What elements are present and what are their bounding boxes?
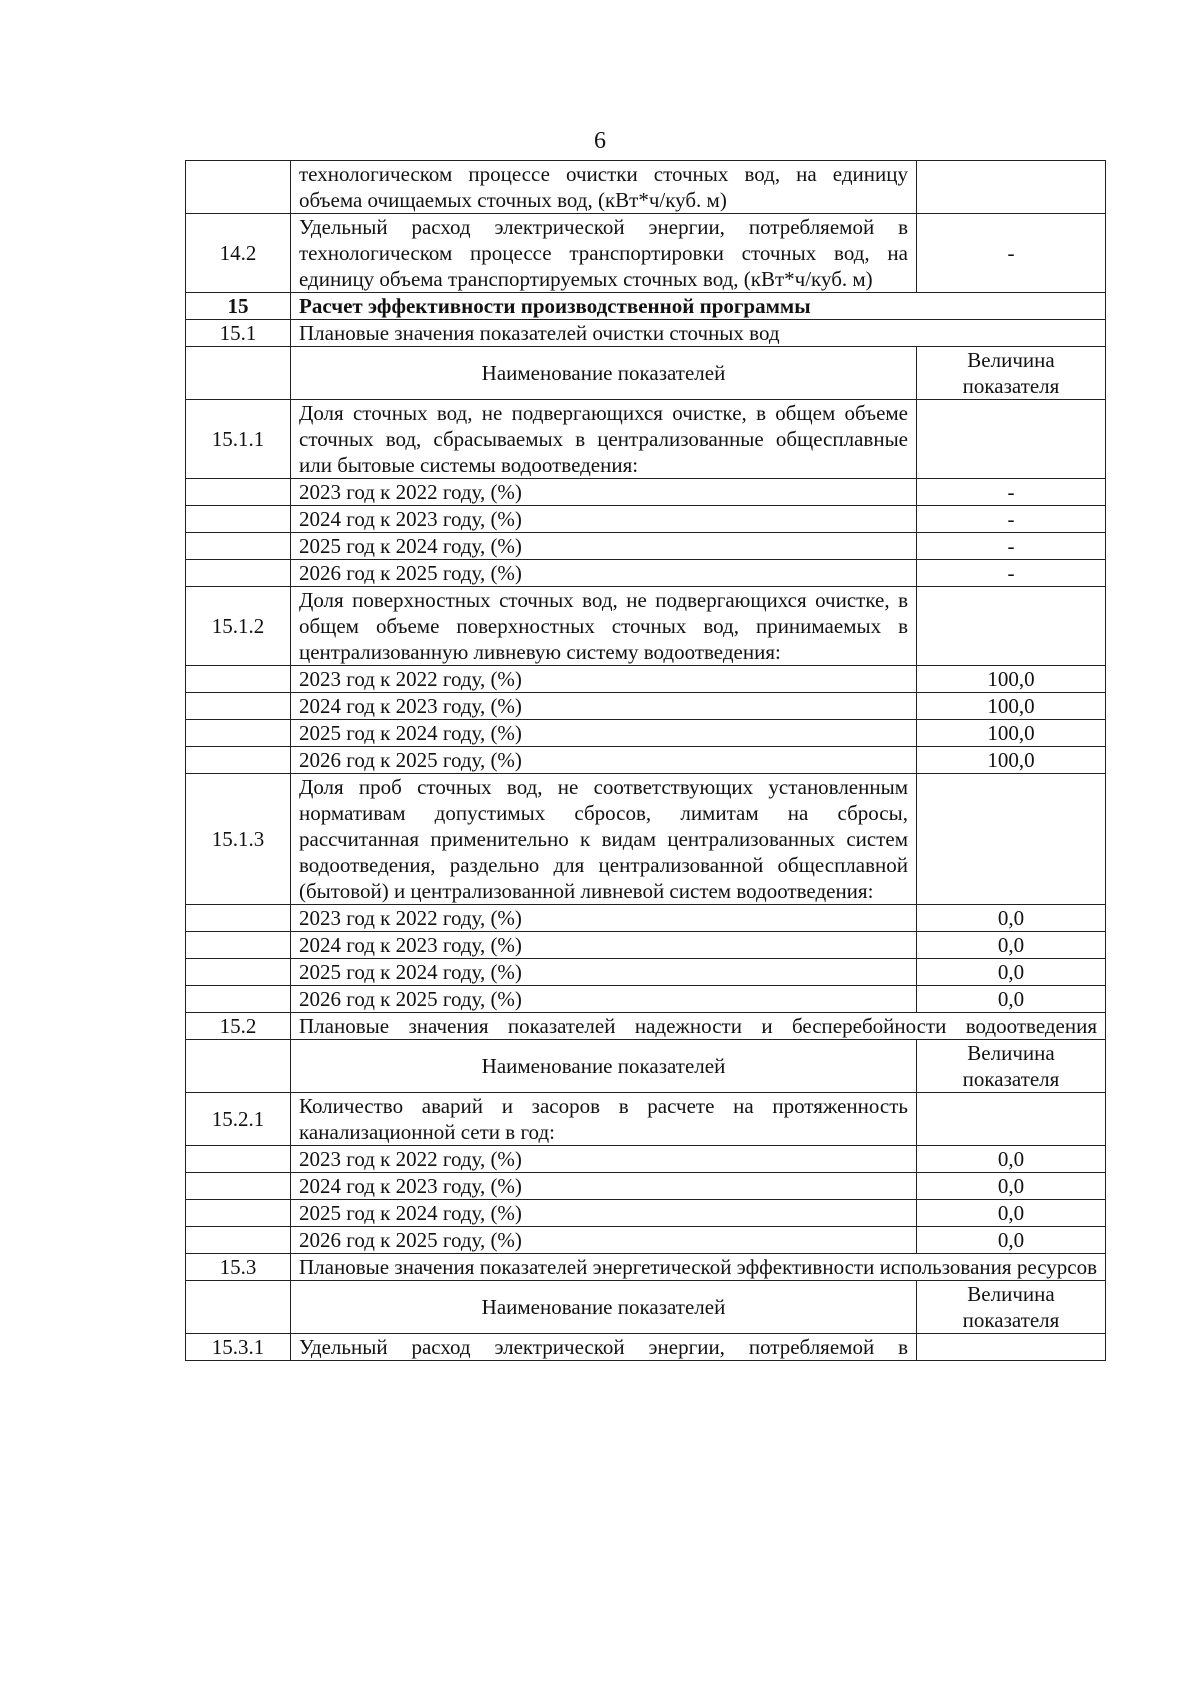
section-row xyxy=(186,320,1106,347)
header-row xyxy=(186,1040,1106,1093)
row-value: 0,0 xyxy=(917,905,1106,932)
row-text: 2023 год к 2022 году, (%) xyxy=(291,905,917,932)
row-text: 2025 год к 2024 году, (%) xyxy=(291,533,917,560)
row-value: 0,0 xyxy=(917,1173,1106,1200)
row-text: Количество аварий и засоров в расчете на протяженность канализационной сети в год: xyxy=(291,1093,917,1146)
row-number: 15.1.2 xyxy=(186,587,291,666)
row-number xyxy=(186,1200,291,1227)
section-title: Плановые значения показателей энергетической эффективности использования ресурсов xyxy=(291,1254,1106,1281)
column-header-value: Величина показателя xyxy=(917,1281,1106,1334)
section-title: Расчет эффективности производственной программы xyxy=(291,293,1106,320)
row-number xyxy=(186,986,291,1013)
table-row xyxy=(186,959,1106,986)
table-row xyxy=(186,1200,1106,1227)
table-row xyxy=(186,1173,1106,1200)
row-number xyxy=(186,161,291,214)
page-number: 6 xyxy=(594,128,606,154)
section-title: Плановые значения показателей надежности и бесперебойности водоотведения xyxy=(291,1013,1106,1040)
header-row xyxy=(186,1281,1106,1334)
row-text: 2023 год к 2022 году, (%) xyxy=(291,1146,917,1173)
indicators-table xyxy=(185,160,1106,1361)
row-value: - xyxy=(917,533,1106,560)
row-number xyxy=(186,720,291,747)
row-text: 2024 год к 2023 году, (%) xyxy=(291,506,917,533)
row-value: 0,0 xyxy=(917,1200,1106,1227)
row-text: 2024 год к 2023 году, (%) xyxy=(291,693,917,720)
table-row xyxy=(186,1334,1106,1361)
row-value: 0,0 xyxy=(917,932,1106,959)
row-text: 2024 год к 2023 году, (%) xyxy=(291,932,917,959)
row-text: 2024 год к 2023 году, (%) xyxy=(291,1173,917,1200)
row-number xyxy=(186,1227,291,1254)
table-row xyxy=(186,693,1106,720)
row-text: Доля сточных вод, не подвергающихся очистке, в общем объеме сточных вод, сбрасываемых в централизованные общесплавные или бытовые системы водоотведения: xyxy=(291,400,917,479)
row-text: 2026 год к 2025 году, (%) xyxy=(291,986,917,1013)
table-row xyxy=(186,1146,1106,1173)
row-number xyxy=(186,1040,291,1093)
row-number: 15.1.1 xyxy=(186,400,291,479)
section-number: 15.1 xyxy=(186,320,291,347)
table-row xyxy=(186,214,1106,293)
table-row xyxy=(186,1227,1106,1254)
row-text: Удельный расход электрической энергии, потребляемой в xyxy=(291,1334,917,1361)
table-row xyxy=(186,479,1106,506)
row-number xyxy=(186,347,291,400)
row-value: 100,0 xyxy=(917,666,1106,693)
row-value: 0,0 xyxy=(917,1227,1106,1254)
table-row xyxy=(186,1093,1106,1146)
row-text: 2025 год к 2024 году, (%) xyxy=(291,1200,917,1227)
row-value xyxy=(917,1334,1106,1361)
row-value: - xyxy=(917,560,1106,587)
row-value: 0,0 xyxy=(917,1146,1106,1173)
row-value: 100,0 xyxy=(917,747,1106,774)
table-row xyxy=(186,774,1106,905)
row-value: 100,0 xyxy=(917,693,1106,720)
row-text: 2026 год к 2025 году, (%) xyxy=(291,1227,917,1254)
column-header-name: Наименование показателей xyxy=(291,1281,917,1334)
row-number xyxy=(186,1173,291,1200)
row-number xyxy=(186,533,291,560)
table-row xyxy=(186,587,1106,666)
row-number xyxy=(186,479,291,506)
row-number xyxy=(186,506,291,533)
section-number: 15 xyxy=(186,293,291,320)
row-value: 0,0 xyxy=(917,959,1106,986)
row-number xyxy=(186,560,291,587)
table-row xyxy=(186,986,1106,1013)
column-header-value: Величина показателя xyxy=(917,1040,1106,1093)
section-row xyxy=(186,1013,1106,1040)
table-row xyxy=(186,932,1106,959)
table-row xyxy=(186,560,1106,587)
row-text: 2025 год к 2024 году, (%) xyxy=(291,720,917,747)
section-title: Плановые значения показателей очистки сточных вод xyxy=(291,320,1106,347)
column-header-name: Наименование показателей xyxy=(291,1040,917,1093)
row-value xyxy=(917,400,1106,479)
row-text: Доля поверхностных сточных вод, не подвергающихся очистке, в общем объеме поверхностных сточных вод, принимаемых в централизованную ливневую систему водоотведения: xyxy=(291,587,917,666)
row-number xyxy=(186,1281,291,1334)
row-value: - xyxy=(917,479,1106,506)
column-header-name: Наименование показателей xyxy=(291,347,917,400)
row-number: 15.2.1 xyxy=(186,1093,291,1146)
row-number xyxy=(186,666,291,693)
row-number xyxy=(186,959,291,986)
table-row xyxy=(186,533,1106,560)
row-number: 14.2 xyxy=(186,214,291,293)
row-value: 100,0 xyxy=(917,720,1106,747)
section-row xyxy=(186,1254,1106,1281)
row-number xyxy=(186,1146,291,1173)
row-text: 2023 год к 2022 году, (%) xyxy=(291,666,917,693)
table-row xyxy=(186,666,1106,693)
table-row xyxy=(186,400,1106,479)
table-row xyxy=(186,161,1106,214)
row-value xyxy=(917,587,1106,666)
row-number xyxy=(186,747,291,774)
row-text: 2023 год к 2022 году, (%) xyxy=(291,479,917,506)
section-number: 15.3 xyxy=(186,1254,291,1281)
section-number: 15.2 xyxy=(186,1013,291,1040)
table-row xyxy=(186,720,1106,747)
row-number: 15.1.3 xyxy=(186,774,291,905)
row-text: технологическом процессе очистки сточных вод, на единицу объема очищаемых сточных вод, (кВт*ч/куб. м) xyxy=(291,161,917,214)
row-text: 2026 год к 2025 году, (%) xyxy=(291,747,917,774)
section-row xyxy=(186,293,1106,320)
row-number xyxy=(186,932,291,959)
row-value: - xyxy=(917,506,1106,533)
row-value xyxy=(917,161,1106,214)
table-row xyxy=(186,747,1106,774)
table-row xyxy=(186,506,1106,533)
table-row xyxy=(186,905,1106,932)
row-value xyxy=(917,1093,1106,1146)
row-text: Удельный расход электрической энергии, потребляемой в технологическом процессе транспортировки сточных вод, на единицу объема транспортируемых сточных вод, (кВт*ч/куб. м) xyxy=(291,214,917,293)
column-header-value: Величина показателя xyxy=(917,347,1106,400)
row-number xyxy=(186,905,291,932)
row-text: 2026 год к 2025 году, (%) xyxy=(291,560,917,587)
row-value: - xyxy=(917,214,1106,293)
header-row xyxy=(186,347,1106,400)
row-value: 0,0 xyxy=(917,986,1106,1013)
row-value xyxy=(917,774,1106,905)
row-number xyxy=(186,693,291,720)
row-text: 2025 год к 2024 году, (%) xyxy=(291,959,917,986)
row-number: 15.3.1 xyxy=(186,1334,291,1361)
row-text: Доля проб сточных вод, не соответствующих установленным нормативам допустимых сбросов, лимитам на сбросы, рассчитанная применительно к видам централизованных систем водоотведения, раздельно для централизованной общесплавной (бытовой) и централизованной ливневой систем водоотведения: xyxy=(291,774,917,905)
